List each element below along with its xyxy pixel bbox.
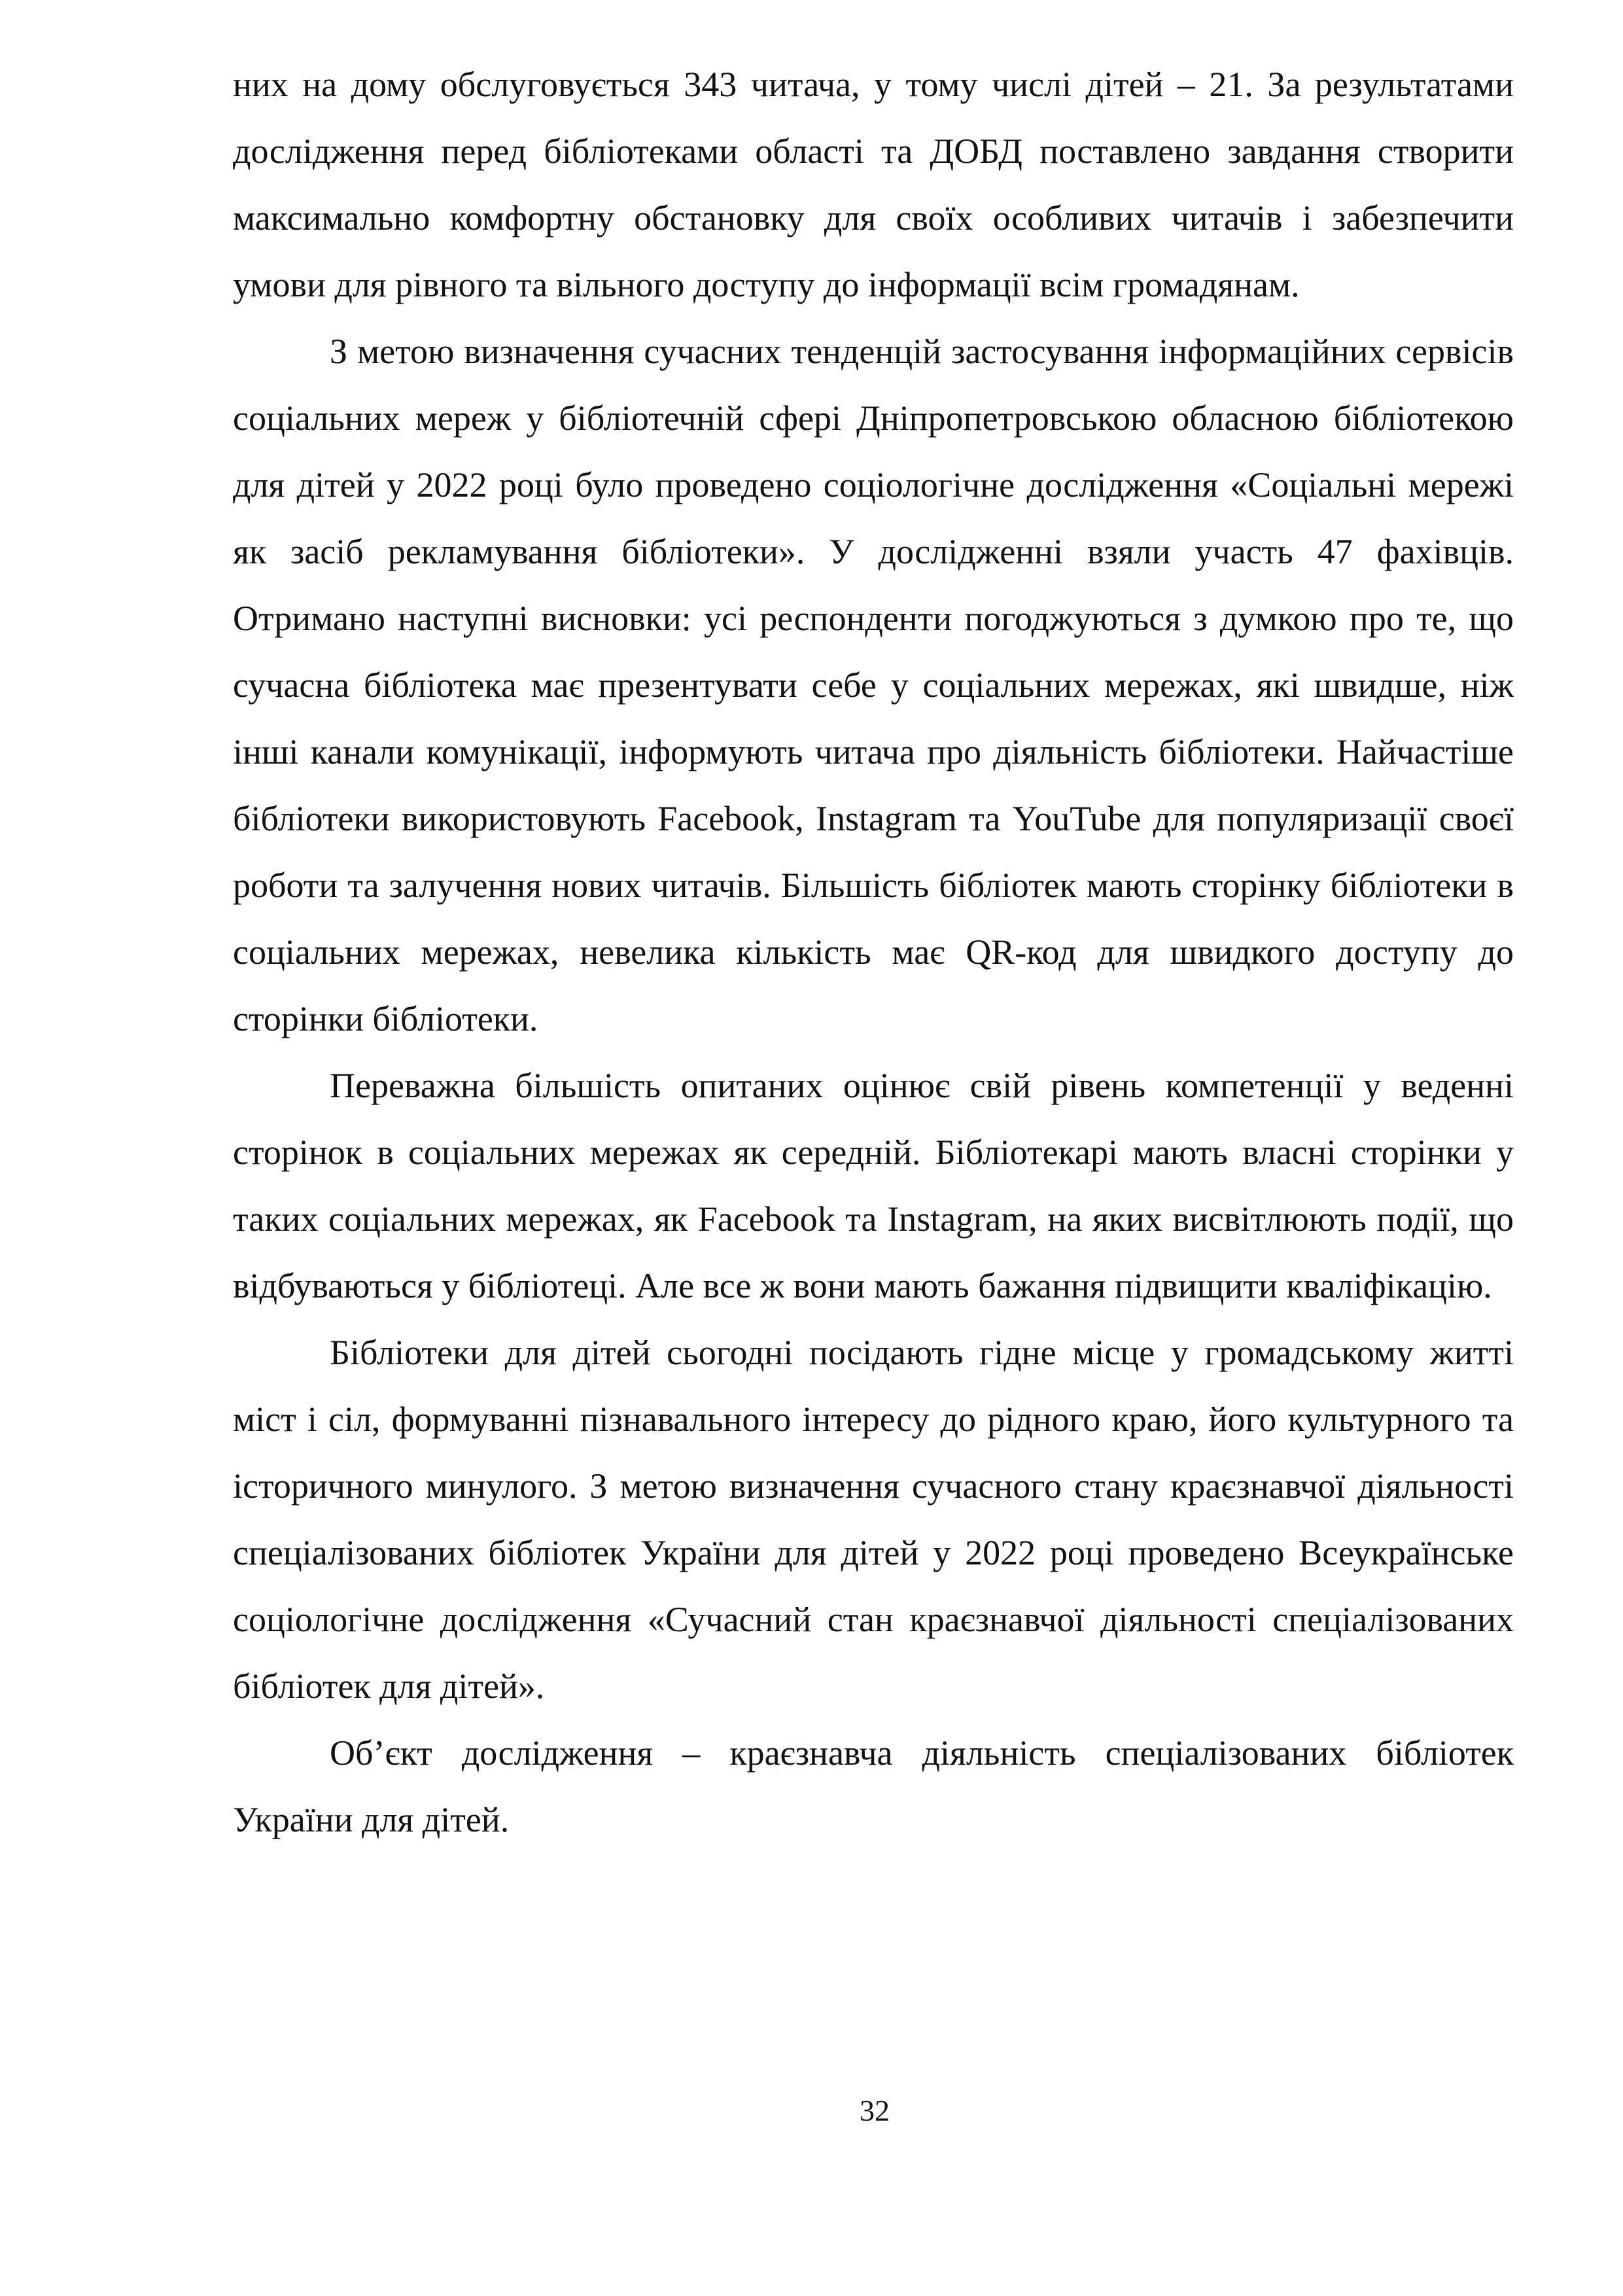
page-number: 32 — [860, 2094, 890, 2127]
paragraph-social-media-study: З метою визначення сучасних тенденцій застосування інформаційних сервісів соціальних мереж у бібліотечній сфері Дніпропетровською обласною бібліотекою для дітей у 2022 році було проведено соціологічне дослідження «Соціальні мережі як засіб рекламування бібліотеки». У дослідженні взяли участь 47 фахівців. Отримано наступні висновки: усі респонденти погоджуються з думкою про те, що сучасна бібліотека має презентувати себе у соціальних мережах, які швидше, ніж інші канали комунікації, інформують читача про діяльність бібліотеки. Найчастіше бібліотеки використовують Facebook, Instagram та YouTube для популяризації своєї роботи та залучення нових читачів. Більшість бібліотек мають сторінку бібліотеки в соціальних мережах, невелика кількість має QR-код для швидкого доступу до сторінки бібліотеки. — [233, 332, 1514, 1038]
paragraph-competence: Переважна більшість опитаних оцінює свій рівень компетенції у веденні сторінок в соціальних мережах як середній. Бібліотекарі мають власні сторінки у таких соціальних мережах, як Facebook та Instagram, на яких висвітлюють події, що відбуваються у бібліотеці. Але все ж вони мають бажання підвищити кваліфікацію. — [233, 1066, 1514, 1305]
paragraph-research-object: Об’єкт дослідження – краєзнавча діяльність спеціалізованих бібліотек України для дітей. — [233, 1733, 1514, 1839]
body-text — [233, 51, 1514, 1853]
paragraph-local-history: Бібліотеки для дітей сьогодні посідають гідне місце у громадському житті міст і сіл, формуванні пізнавального інтересу до рідного краю, його культурного та історичного минулого. З метою визначення сучасного стану краєзнавчої діяльності спеціалізованих бібліотек України для дітей у 2022 році проведено Всеукраїнське соціологічне дослідження «Сучасний стан краєзнавчої діяльності спеціалізованих бібліотек для дітей». — [233, 1333, 1514, 1706]
paragraph-continuation: них на дому обслуговується 343 читача, у тому числі дітей – 21. За результатами дослідження перед бібліотеками області та ДОБД поставлено завдання створити максимально комфортну обстановку для своїх особливих читачів і забезпечити умови для рівного та вільного доступу до інформації всім громадянам. — [233, 65, 1514, 304]
